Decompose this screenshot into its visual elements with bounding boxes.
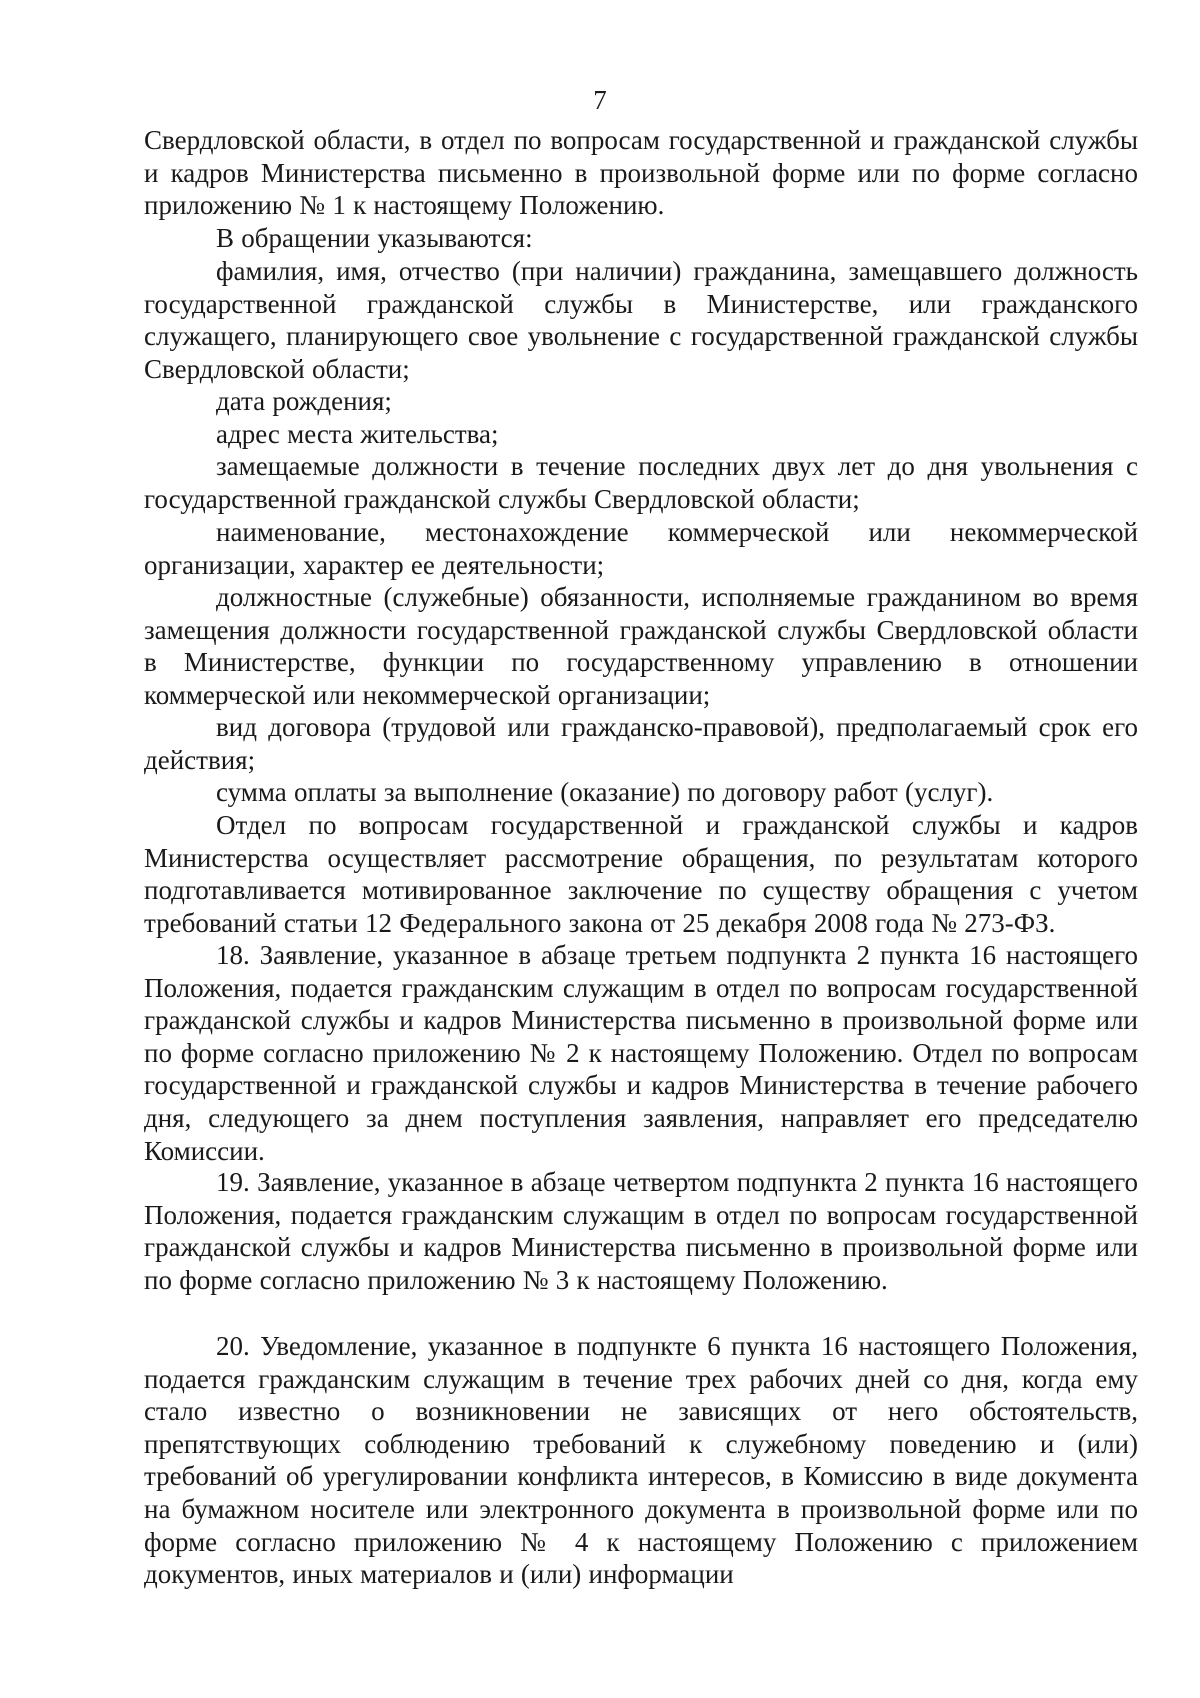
paragraph-organization-name: наименование, местонахождение коммерческой или некоммерческой организации, характер ее деятельности;	[144, 517, 1138, 580]
paragraph-positions-held: замещаемые должности в течение последних двух лет до дня увольнения с государственной гражданской службы Свердловской области;	[144, 451, 1138, 514]
paragraph-contract-type: вид договора (трудовой или гражданско-правовой), предполагаемый срок его действия;	[144, 712, 1138, 775]
paragraph-item-19: 19. Заявление, указанное в абзаце четвертом подпункта 2 пункта 16 настоящего Положения, подается гражданским служащим в отдел по вопросам государственной гражданской службы и кадров Министерства письменно в произвольной форме или по форме согласно приложению № 3 к настоящему Положению.	[144, 1167, 1138, 1295]
paragraph-official-duties: должностные (служебные) обязанности, исполняемые гражданином во время замещения должности государственной гражданской службы Свердловской области в Министерстве, функции по государственному управлению в отношении коммерческой или некоммерческой организации;	[144, 582, 1138, 710]
paragraph-item-20: 20. Уведомление, указанное в подпункте 6 пункта 16 настоящего Положения, подается гражданским служащим в течение трех рабочих дней со дня, когда ему стало известно о возникновении не зависящих от него обстоятельств, препятствующих соблюдению требований к служебному поведению и (или) требований об урегулировании конфликта интересов, в Комиссию в виде документа на бумажном носителе или электронного документа в произвольной форме или по форме согласно приложению № 4 к настоящему Положению с приложением документов, иных материалов и (или) информации	[144, 1331, 1138, 1590]
paragraph-residence-address: адрес места жительства;	[216, 419, 499, 449]
paragraph-appeal-contents-intro: В обращении указываются:	[216, 223, 533, 253]
paragraph-birth-date: дата рождения;	[216, 386, 392, 416]
page-number: 7	[593, 85, 607, 115]
paragraph-item-18: 18. Заявление, указанное в абзаце третьем подпункта 2 пункта 16 настоящего Положения, подается гражданским служащим в отдел по вопросам государственной гражданской службы и кадров Министерства письменно в произвольной форме или по форме согласно приложению № 2 к настоящему Положению. Отдел по вопросам государственной и гражданской службы и кадров Министерства в течение рабочего дня, следующего за днем поступления заявления, направляет его председателю Комиссии.	[144, 940, 1138, 1166]
paragraph-payment-amount: сумма оплаты за выполнение (оказание) по договору работ (услуг).	[216, 777, 994, 807]
paragraph-continuation: Свердловской области, в отдел по вопросам государственной и гражданской службы и кадров Министерства письменно в произвольной форме или по форме согласно приложению № 1 к настоящему Положению.	[144, 125, 1138, 221]
paragraph-full-name: фамилия, имя, отчество (при наличии) гражданина, замещавшего должность государственной гражданской службы в Министерстве, или гражданского служащего, планирующего свое увольнение с государственной гражданской службы Свердловской области;	[144, 256, 1138, 384]
paragraph-department-review: Отдел по вопросам государственной и гражданской службы и кадров Министерства осуществляет рассмотрение обращения, по результатам которого подготавливается мотивированное заключение по существу обращения с учетом требований статьи 12 Федерального закона от 25 декабря 2008 года № 273-ФЗ.	[144, 810, 1138, 938]
